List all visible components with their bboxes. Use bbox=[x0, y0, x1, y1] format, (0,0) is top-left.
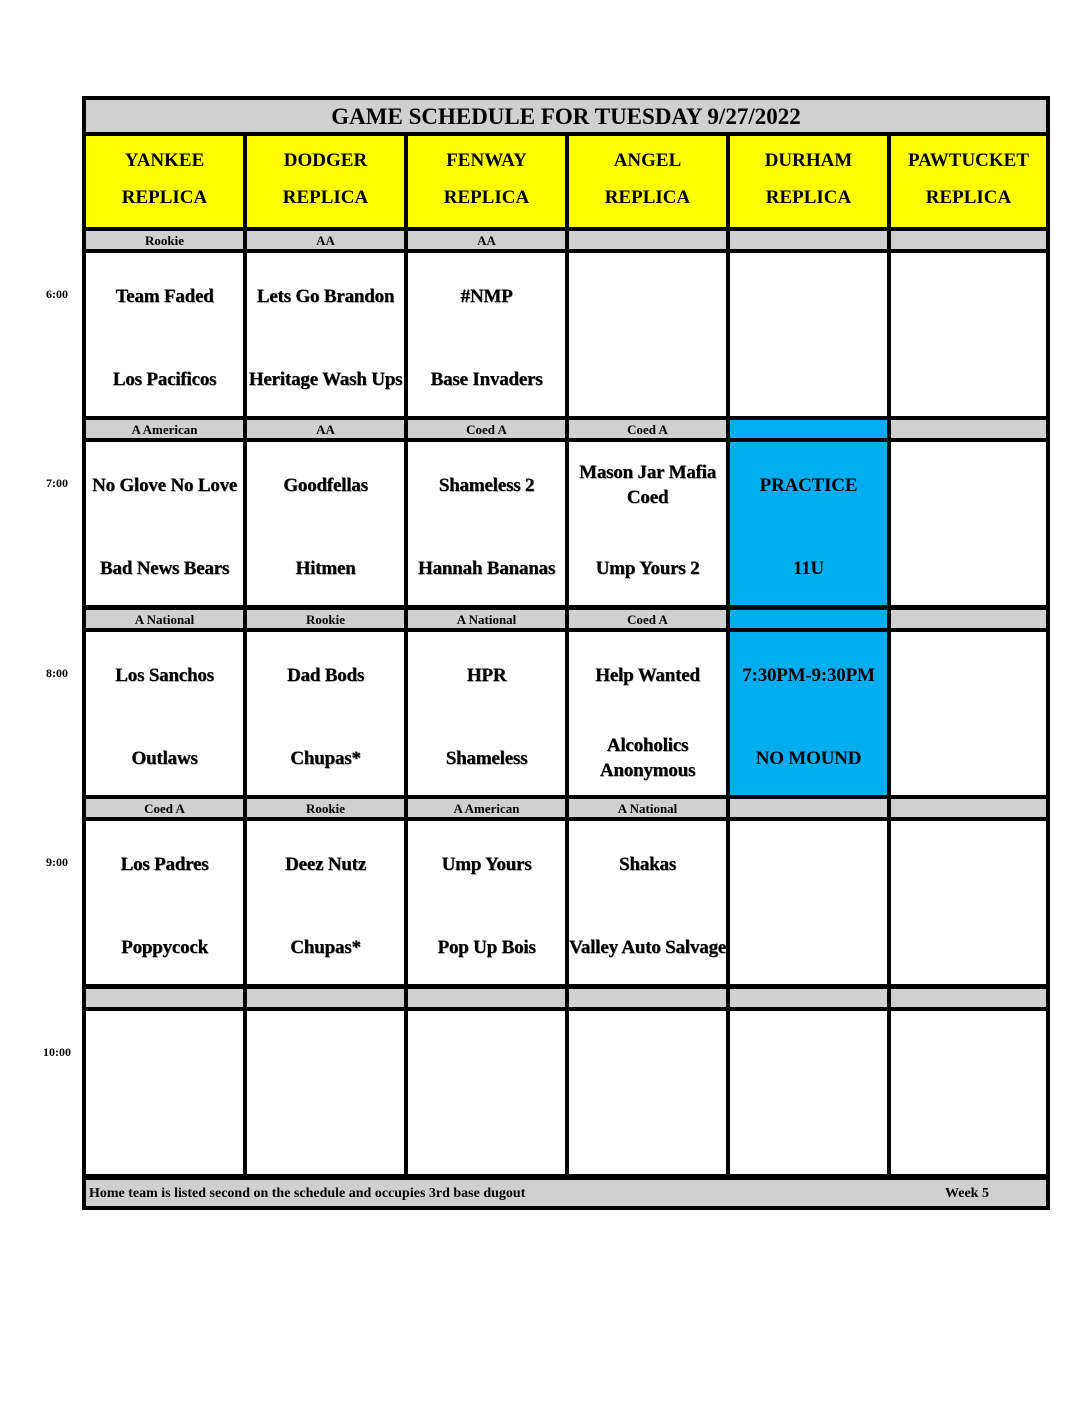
home-team: Hitmen bbox=[295, 557, 356, 579]
home-team bbox=[730, 349, 887, 409]
away-team bbox=[891, 455, 1046, 515]
field-sub: REPLICA bbox=[121, 187, 208, 208]
away-team bbox=[569, 1024, 726, 1084]
game-cell bbox=[408, 821, 565, 984]
division-label bbox=[730, 799, 887, 817]
division-label: A American bbox=[408, 799, 565, 817]
away-team bbox=[408, 1024, 565, 1084]
field-name: DODGER bbox=[283, 150, 368, 171]
home-team: Shameless bbox=[445, 747, 528, 769]
schedule-title: GAME SCHEDULE FOR TUESDAY 9/27/2022 bbox=[86, 100, 1046, 132]
home-team bbox=[730, 917, 887, 977]
away-team: Ump Yours bbox=[441, 853, 532, 875]
home-team: Bad News Bears bbox=[99, 557, 230, 579]
away-team: Team Faded bbox=[115, 285, 214, 307]
game-cell bbox=[891, 253, 1046, 416]
field-sub: REPLICA bbox=[604, 187, 691, 208]
game-cell bbox=[247, 632, 404, 795]
home-team: Ump Yours 2 bbox=[595, 557, 700, 579]
away-team bbox=[86, 1024, 243, 1084]
away-team bbox=[891, 645, 1046, 705]
home-team bbox=[891, 917, 1046, 977]
division-label bbox=[891, 989, 1046, 1007]
away-team: Help Wanted bbox=[595, 664, 700, 686]
game-cell bbox=[730, 1011, 887, 1174]
field-name: FENWAY bbox=[446, 150, 527, 171]
away-team: PRACTICE bbox=[759, 474, 858, 496]
game-cell bbox=[891, 821, 1046, 984]
division-label bbox=[891, 610, 1046, 628]
field-name: YANKEE bbox=[124, 150, 205, 171]
away-team bbox=[730, 266, 887, 326]
field-header-1 bbox=[247, 136, 404, 227]
field-sub: REPLICA bbox=[765, 187, 852, 208]
away-team: Mason Jar Mafia Coed bbox=[578, 462, 717, 508]
game-cell bbox=[569, 632, 726, 795]
home-team: Pop Up Bois bbox=[437, 936, 536, 958]
field-header-2 bbox=[408, 136, 565, 227]
field-sub: REPLICA bbox=[443, 187, 530, 208]
home-team: 11U bbox=[792, 557, 825, 579]
division-label bbox=[408, 989, 565, 1007]
away-team: 7:30PM-9:30PM bbox=[742, 664, 875, 686]
game-cell bbox=[569, 821, 726, 984]
game-cell bbox=[86, 1011, 243, 1174]
division-label: A American bbox=[86, 420, 243, 438]
away-team bbox=[891, 1024, 1046, 1084]
home-team bbox=[408, 1107, 565, 1167]
home-team bbox=[730, 1107, 887, 1167]
home-team: NO MOUND bbox=[755, 747, 862, 769]
division-label bbox=[730, 989, 887, 1007]
home-team: Poppycock bbox=[121, 936, 208, 958]
game-cell bbox=[86, 253, 243, 416]
home-team: Base Invaders bbox=[430, 368, 543, 390]
division-label bbox=[569, 231, 726, 249]
field-header-3 bbox=[569, 136, 726, 227]
division-label bbox=[730, 420, 887, 438]
division-label bbox=[891, 799, 1046, 817]
time-label: 8:00 bbox=[46, 666, 68, 680]
away-team: #NMP bbox=[460, 285, 513, 307]
game-cell bbox=[247, 821, 404, 984]
away-team bbox=[569, 266, 726, 326]
time-label: 6:00 bbox=[46, 287, 68, 301]
game-cell bbox=[408, 1011, 565, 1174]
division-label bbox=[569, 989, 726, 1007]
game-cell bbox=[891, 632, 1046, 795]
game-cell bbox=[730, 253, 887, 416]
division-label: Rookie bbox=[86, 231, 243, 249]
division-label bbox=[247, 989, 404, 1007]
division-label: AA bbox=[247, 420, 404, 438]
away-team: Shakas bbox=[619, 853, 676, 875]
footer-bar bbox=[86, 1180, 1046, 1206]
field-header-4 bbox=[730, 136, 887, 227]
division-label: Rookie bbox=[247, 799, 404, 817]
game-cell bbox=[891, 1011, 1046, 1174]
away-team: Deez Nutz bbox=[284, 853, 367, 875]
schedule-table bbox=[82, 96, 1050, 1210]
division-label bbox=[891, 231, 1046, 249]
division-label: AA bbox=[247, 231, 404, 249]
division-label: Coed A bbox=[408, 420, 565, 438]
home-team bbox=[891, 728, 1046, 788]
time-label: 7:00 bbox=[46, 476, 68, 490]
game-cell bbox=[247, 1011, 404, 1174]
game-cell bbox=[569, 1011, 726, 1174]
away-team bbox=[730, 1024, 887, 1084]
footer-note: Home team is listed second on the schedule and occupies 3rd base dugout bbox=[89, 1186, 526, 1201]
away-team bbox=[247, 1024, 404, 1084]
division-label: Rookie bbox=[247, 610, 404, 628]
field-name: DURHAM bbox=[764, 150, 853, 171]
home-team: Hannah Bananas bbox=[417, 557, 556, 579]
game-cell bbox=[569, 442, 726, 605]
home-team: Heritage Wash Ups bbox=[248, 368, 403, 390]
game-cell bbox=[247, 442, 404, 605]
away-team: Los Sanchos bbox=[115, 664, 214, 686]
game-cell bbox=[86, 632, 243, 795]
home-team: Outlaws bbox=[131, 747, 198, 769]
division-label: Coed A bbox=[569, 420, 726, 438]
away-team bbox=[891, 266, 1046, 326]
division-label: A National bbox=[408, 610, 565, 628]
game-cell bbox=[730, 632, 887, 795]
away-team: HPR bbox=[466, 664, 507, 686]
game-cell bbox=[891, 442, 1046, 605]
away-team: Los Padres bbox=[120, 853, 209, 875]
home-team bbox=[891, 349, 1046, 409]
game-cell bbox=[247, 253, 404, 416]
game-cell bbox=[408, 632, 565, 795]
game-cell bbox=[730, 442, 887, 605]
home-team: Alcoholics Anonymous bbox=[599, 735, 696, 781]
field-name: ANGEL bbox=[613, 150, 682, 171]
game-cell bbox=[408, 253, 565, 416]
home-team bbox=[247, 1107, 404, 1167]
away-team: Shameless 2 bbox=[438, 474, 535, 496]
division-label: A National bbox=[569, 799, 726, 817]
division-label: AA bbox=[408, 231, 565, 249]
game-cell bbox=[86, 442, 243, 605]
field-name: PAWTUCKET bbox=[907, 150, 1030, 171]
home-team bbox=[569, 349, 726, 409]
division-label bbox=[86, 989, 243, 1007]
away-team: Lets Go Brandon bbox=[256, 285, 395, 307]
division-label bbox=[730, 610, 887, 628]
field-sub: REPLICA bbox=[282, 187, 369, 208]
week-label: Week 5 bbox=[945, 1186, 989, 1201]
home-team: Chupas* bbox=[290, 936, 361, 958]
away-team bbox=[730, 834, 887, 894]
away-team: No Glove No Love bbox=[91, 474, 238, 496]
home-team bbox=[891, 538, 1046, 598]
game-cell bbox=[730, 821, 887, 984]
home-team bbox=[569, 1107, 726, 1167]
division-label: A National bbox=[86, 610, 243, 628]
home-team: Valley Auto Salvage bbox=[569, 936, 727, 958]
away-team: Goodfellas bbox=[283, 474, 368, 496]
game-cell bbox=[408, 442, 565, 605]
time-label: 9:00 bbox=[46, 855, 68, 869]
away-team: Dad Bods bbox=[286, 664, 365, 686]
away-team bbox=[891, 834, 1046, 894]
home-team: Chupas* bbox=[290, 747, 361, 769]
division-label bbox=[891, 420, 1046, 438]
field-header-0 bbox=[86, 136, 243, 227]
game-cell bbox=[569, 253, 726, 416]
field-sub: REPLICA bbox=[925, 187, 1012, 208]
game-cell bbox=[86, 821, 243, 984]
field-header-5 bbox=[891, 136, 1046, 227]
division-label: Coed A bbox=[86, 799, 243, 817]
home-team: Los Pacificos bbox=[112, 368, 217, 390]
division-label bbox=[730, 231, 887, 249]
division-label: Coed A bbox=[569, 610, 726, 628]
time-label: 10:00 bbox=[43, 1045, 71, 1059]
home-team bbox=[891, 1107, 1046, 1167]
home-team bbox=[86, 1107, 243, 1167]
